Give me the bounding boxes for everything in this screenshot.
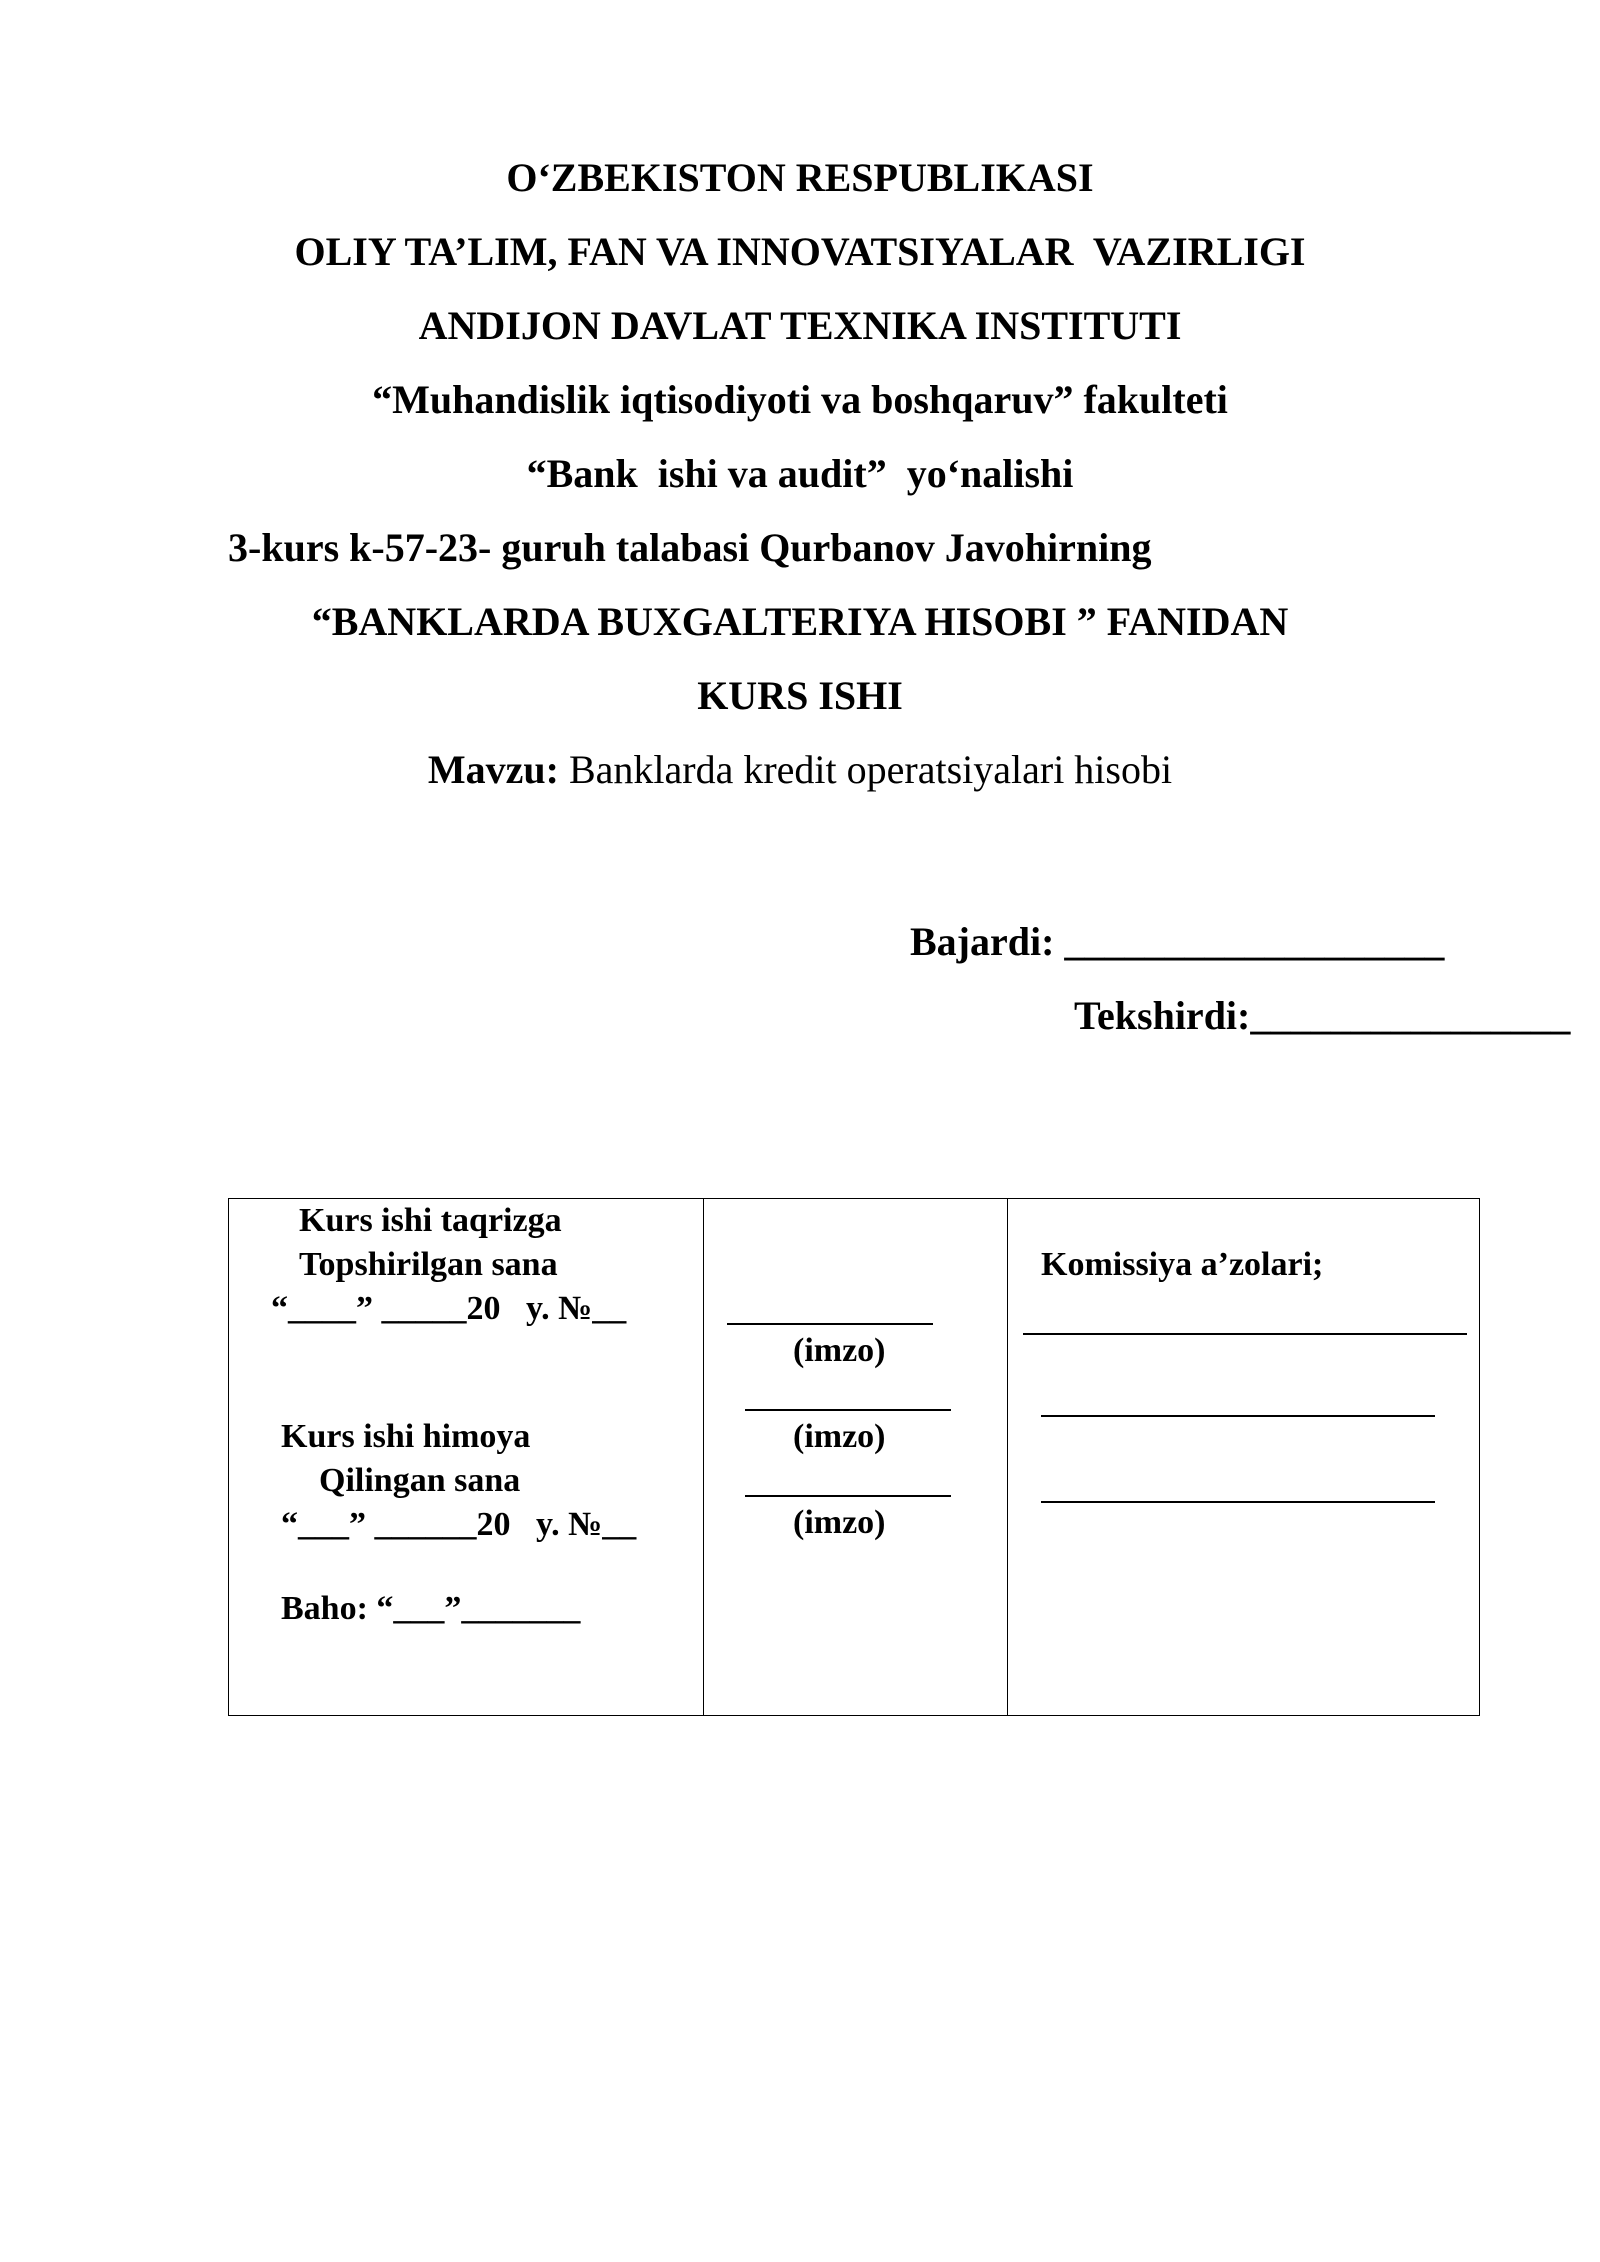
review-submitted-date-label: Topshirilgan sana [299,1246,558,1283]
signature-caption-3: (imzo) [793,1504,886,1541]
defense-date-label: Qilingan sana [319,1462,521,1499]
grade-field: Baho: “___”_______ [281,1590,581,1627]
signature-caption-1: (imzo) [793,1332,886,1369]
defense-date-field: “___” ______20 y. №__ [281,1506,637,1543]
subject-heading: “BANKLARDA BUXGALTERIYA HISOBI ” FANIDAN [311,599,1289,644]
ministry-heading: OLIY TA’LIM, FAN VA INNOVATSIYALAR VAZIRLIGI [294,229,1306,274]
signature-line-2 [745,1409,951,1411]
student-line: 3-kurs k-57-23- guruh talabasi Qurbanov Javohirning [228,525,1152,570]
signature-caption-2: (imzo) [793,1418,886,1455]
commission-line-2 [1041,1415,1435,1417]
defense-label: Kurs ishi himoya [281,1418,531,1455]
institute-heading: ANDIJON DAVLAT TEXNIKA INSTITUTI [418,303,1182,348]
review-submitted-label: Kurs ishi taqrizga [299,1202,562,1239]
review-table [228,1198,1480,1716]
signature-line-3 [745,1495,951,1497]
direction-heading: “Bank ishi va audit” yo‘nalishi [526,451,1074,496]
tekshirdi-line: Tekshirdi:________________ [1074,993,1571,1038]
table-divider-1 [703,1199,704,1715]
commission-title: Komissiya a’zolari; [1041,1246,1324,1283]
commission-line-1 [1023,1333,1467,1335]
signature-line-1 [727,1323,933,1325]
republic-heading: O‘ZBEKISTON RESPUBLIKASI [506,155,1094,200]
topic-label: Mavzu: [427,747,559,792]
topic-value: Banklarda kredit operatsiyalari hisobi [558,747,1173,792]
topic-line [0,746,1600,794]
work-type-heading: KURS ISHI [697,673,903,718]
bajardi-line: Bajardi: ___________________ [910,919,1445,964]
review-submitted-date-field: “____” _____20 y. №__ [271,1290,627,1327]
table-divider-2 [1007,1199,1008,1715]
faculty-heading: “Muhandislik iqtisodiyoti va boshqaruv” fakulteti [372,377,1228,422]
commission-line-3 [1041,1501,1435,1503]
